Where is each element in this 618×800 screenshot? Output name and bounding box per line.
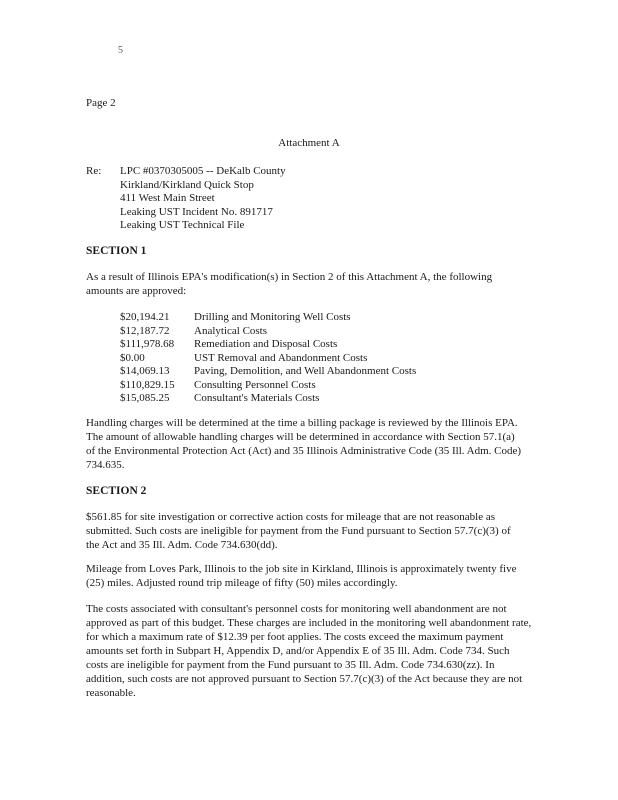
cost-label: Consulting Personnel Costs [194,378,316,391]
cost-amount: $0.00 [120,351,145,364]
cost-row [120,364,416,378]
cost-label: Consultant's Materials Costs [194,392,320,404]
cost-amount: $12,187.72 [120,324,170,337]
cost-row [120,310,416,324]
section-2-paragraph: $561.85 for site investigation or corrective action costs for mileage that are not reasonable as submitted. Such costs are ineligible for payment from the Fund pursuant to Section 57.7(c)(3) of the Act and 35 Ill. Adm. Code 734.630(dd). [86,511,511,551]
cost-row [120,378,416,392]
cost-amount: $14,069.13 [120,365,170,377]
re-line: LPC #0370305005 -- DeKalb County [120,165,286,177]
cost-row [120,391,416,405]
re-line: Kirkland/Kirkland Quick Stop [120,178,254,191]
approved-costs-list [120,310,416,405]
cost-label: Analytical Costs [194,324,268,337]
attachment-title: Attachment A [278,137,340,149]
cost-amount: $111,978.68 [120,338,175,350]
cost-label: Paving, Demolition, and Well Abandonment Costs [194,365,417,377]
section-1-heading: SECTION 1 [86,245,147,257]
section-2-paragraph: Mileage from Loves Park, Illinois to the job site in Kirkland, Illinois is approximately twenty five (25) miles. Adjusted round trip mileage of fifty (50) miles accordingly. [86,563,517,589]
re-lines [120,164,286,232]
section-2-heading: SECTION 2 [86,485,147,497]
cost-amount: $20,194.21 [120,311,170,323]
page-mark: 5 [118,45,123,56]
re-label: Re: [86,165,102,177]
cost-row [120,337,416,351]
cost-label: Remediation and Disposal Costs [194,338,338,350]
re-line: Leaking UST Technical File [120,219,245,231]
cost-label: UST Removal and Abandonment Costs [194,351,368,364]
cost-row [120,324,416,338]
page-number-label: Page 2 [86,97,116,109]
section-2-paragraph: The costs associated with consultant's personnel costs for monitoring well abandonment are not approved as part of this budget. These charges are included in the monitoring well abandonment rate, for which a maximum rate of $12.39 per foot applies. The costs exceed the maximum payment amounts set forth in Subpart H, Appendix D, and/or Appendix E of 35 Ill. Adm. Code 734. Such costs are ineligible for payment from the Fund pursuant to 35 Ill. Adm. Code 734.630(zz). In addition, such costs are not approved pursuant to Section 57.7(c)(3) of the Act because they are not reasonable. [86,603,532,699]
cost-label: Drilling and Monitoring Well Costs [194,311,351,323]
handling-charges-paragraph: Handling charges will be determined at the time a billing package is reviewed by the Illinois EPA. The amount of allowable handling charges will be determined in accordance with Section 57.1(a) of the Environmental Protection Act (Act) and 35 Illinois Administrative Code (35 Ill. Adm. Code) 734.635. [86,417,522,471]
cost-amount: $110,829.15 [120,378,175,391]
cost-amount: $15,085.25 [120,392,170,404]
re-line: 411 West Main Street [120,192,215,204]
section-1-intro: As a result of Illinois EPA's modification(s) in Section 2 of this Attachment A, the following amounts are approved: [86,271,493,297]
re-line: Leaking UST Incident No. 891717 [120,205,273,218]
cost-row [120,351,416,365]
